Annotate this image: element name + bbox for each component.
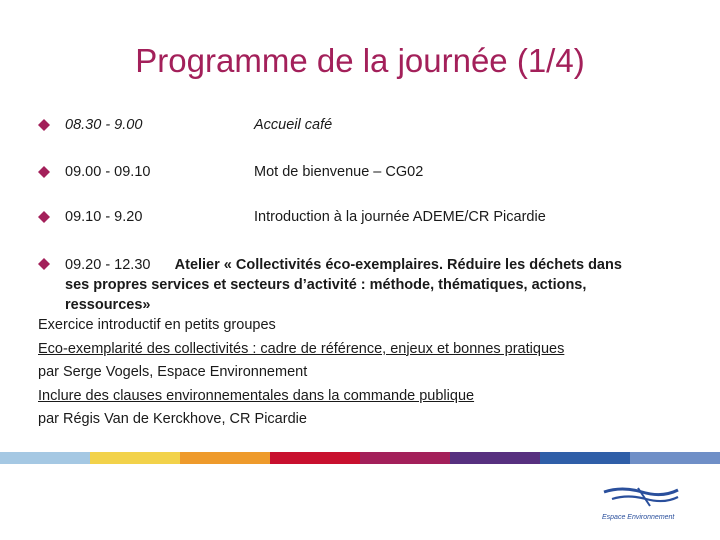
- agenda-activity: Introduction à la journée ADEME/CR Picardie: [254, 209, 546, 225]
- atelier-title: Atelier « Collectivités éco-exemplaires. Réduire les déchets dans: [174, 257, 622, 273]
- color-bar: [0, 452, 720, 464]
- atelier-time: 09.20 - 12.30: [65, 257, 151, 273]
- color-bar-segment: [450, 452, 540, 464]
- sub-item-link[interactable]: Eco-exemplarité des collectivités : cadre de référence, enjeux et bonnes pratiques: [38, 340, 565, 357]
- diamond-bullet-icon: [38, 258, 50, 270]
- agenda-time: 09.00 - 09.10: [65, 164, 151, 180]
- atelier-item: [38, 255, 688, 315]
- color-bar-segment: [630, 452, 720, 464]
- agenda-activity: Mot de bienvenue – CG02: [254, 164, 424, 180]
- atelier-title-cont: ressources»: [65, 297, 151, 313]
- color-bar-segment: [270, 452, 360, 464]
- atelier-title-cont: ses propres services et secteurs d’activité : méthode, thématiques, actions,: [65, 277, 587, 293]
- logo-text: Espace Environnement: [602, 514, 675, 521]
- sub-item: Exercice introductif en petits groupes: [38, 317, 276, 333]
- agenda-time: 08.30 - 9.00: [65, 117, 143, 133]
- diamond-bullet-icon: [38, 166, 50, 178]
- color-bar-segment: [90, 452, 180, 464]
- color-bar-segment: [540, 452, 630, 464]
- color-bar-segment: [0, 452, 90, 464]
- agenda-activity: Accueil café: [254, 117, 333, 133]
- page-title: Programme de la journée (1/4): [135, 42, 585, 79]
- sub-item-link[interactable]: Inclure des clauses environnementales dans la commande publique: [38, 387, 475, 404]
- diamond-bullet-icon: [38, 211, 50, 223]
- color-bar-segment: [180, 452, 270, 464]
- sub-items: [38, 314, 564, 432]
- sub-item: par Régis Van de Kerckhove, CR Picardie: [38, 411, 307, 427]
- agenda-time: 09.10 - 9.20: [65, 209, 143, 225]
- sub-item: par Serge Vogels, Espace Environnement: [38, 364, 308, 380]
- atelier-line: [38, 255, 688, 275]
- color-bar-segment: [360, 452, 450, 464]
- diamond-bullet-icon: [38, 119, 50, 131]
